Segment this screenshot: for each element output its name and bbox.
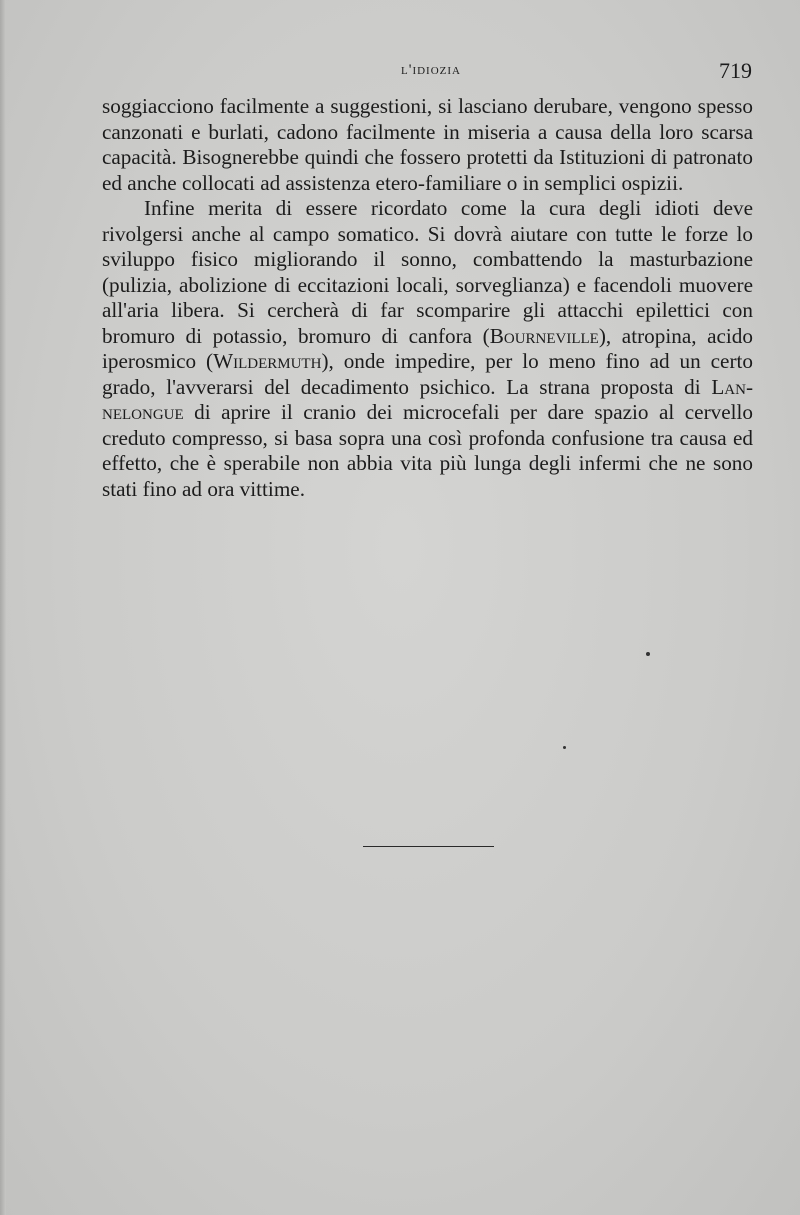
running-title: l'idiozia	[401, 62, 461, 78]
page-number: 719	[719, 58, 752, 83]
text-segment: soggiacciono facilmente a suggestioni, si lasciano derubare, vengono spesso canzonati e burlati, cadono facilmente in miseria a causa della loro scarsa capacità. Bisognerebbe quindi che fossero protetti da Istituzioni di patronato ed anche collocati ad assistenza etero-familiare o in semplici ospizii.	[102, 94, 753, 195]
section-end-rule	[363, 846, 494, 847]
page-edge-shadow	[0, 0, 6, 1215]
author-name-bourneville: Bourneville	[489, 323, 599, 348]
text-segment: ), atropina, acido iperosmico (	[102, 323, 753, 373]
paragraph-2	[102, 196, 753, 502]
text-segment: Infine merita di essere ricordato come la cura degli idioti deve rivolgersi anche al campo somatico. Si dovrà aiutare con tutte le forze lo sviluppo fisico migliorando il sonno, combattendo la masturbazione (pulizia, abolizione di eccitazioni locali, sorveglianza) e facendoli muovere all'aria libera. Si cercherà di far scomparire gli attacchi epilettici con bromuro di potassio, bromuro di canfora (	[102, 196, 753, 348]
paper-speck	[646, 652, 650, 656]
text-segment: di aprire il cranio dei microcefali per dare spazio al cervello creduto compresso, si basa sopra una così profonda confusione tra causa ed effetto, che è sperabile non abbia vita più lunga degli infermi che ne sono stati fino ad ora vittime.	[102, 400, 753, 501]
text-segment: ), onde impedire, per lo meno fino ad un certo grado, l'avverarsi del decadimento psichico. La strana proposta di	[102, 349, 753, 399]
body-text	[102, 94, 753, 502]
paragraph-1	[102, 94, 753, 196]
author-name-wildermuth: Wildermuth	[213, 349, 322, 373]
author-name-lannelongue: Lannelongue	[102, 374, 753, 424]
paper-speck	[563, 746, 566, 749]
running-head	[100, 58, 752, 88]
